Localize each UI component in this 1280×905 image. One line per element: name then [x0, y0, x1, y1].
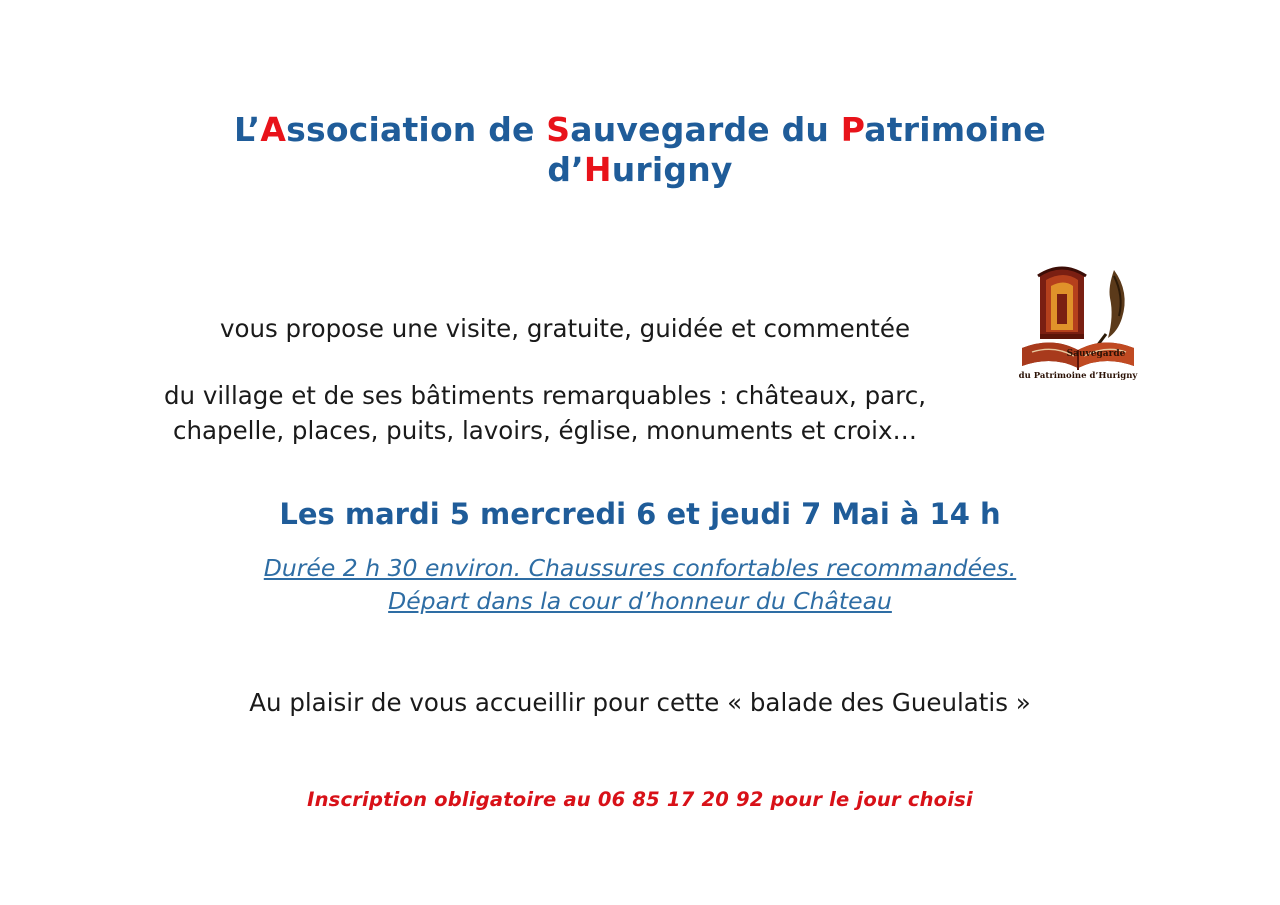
title-initial: H [583, 150, 612, 190]
title-initial: P [840, 110, 865, 150]
title-text: urigny [611, 150, 733, 190]
title-line-2 [547, 150, 732, 189]
logo-caption-line-2: du Patrimoine d’Hurigny [1018, 371, 1138, 381]
intro-paragraph-2 [40, 378, 1050, 449]
intro-paragraph-2-line-2: chapelle, places, puits, lavoirs, église, monuments et croix… [173, 416, 917, 446]
title-line-1 [234, 110, 1046, 149]
title-initial: A [260, 110, 287, 150]
title-initial: S [546, 110, 571, 150]
title-text: atrimoine [864, 110, 1046, 150]
title-text: L’ [234, 110, 261, 150]
registration-notice: Inscription obligatoire au 06 85 17 20 92 pour le jour choisi [307, 787, 973, 811]
event-details-duration: Durée 2 h 30 environ. Chaussures confortables recommandées. [263, 553, 1017, 582]
logo-caption-line-1: Sauvegarde [1066, 349, 1126, 359]
title-text: ssociation de [286, 110, 547, 150]
page-title [100, 110, 1180, 191]
event-details [100, 552, 1180, 619]
event-details-departure: Départ dans la cour d’honneur du Château [388, 586, 892, 615]
intro-paragraph-2-line-1: du village et de ses bâtiments remarquables : châteaux, parc, [163, 380, 926, 410]
event-dates: Les mardi 5 mercredi 6 et jeudi 7 Mai à 14 h [279, 497, 1001, 531]
title-text: d’ [547, 150, 584, 190]
title-text: auvegarde du [570, 110, 841, 150]
intro-paragraph-1: vous propose une visite, gratuite, guidée et commentée [219, 313, 911, 343]
closing-message: Au plaisir de vous accueillir pour cette « balade des Gueulatis » [249, 687, 1031, 717]
